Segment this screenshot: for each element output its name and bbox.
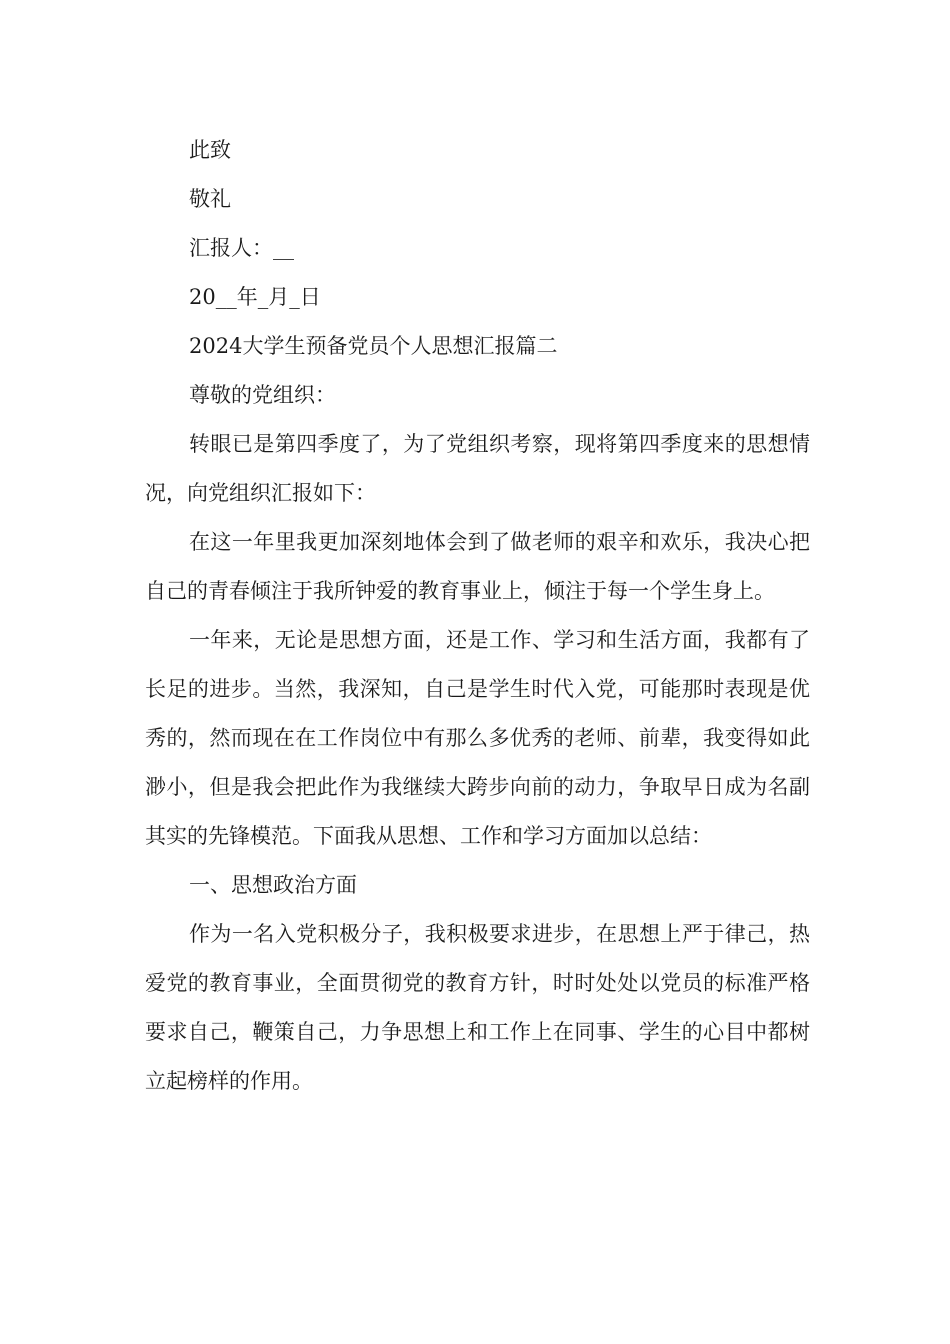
paragraph: 作为一名入党积极分子，我积极要求进步，在思想上严于律己，热爱党的教育事业，全面贯彻党的教育方针，时时处处以党员的标准严格要求自己，鞭策自己，力争思想上和工作上在同事、学生的心目中都树立起榜样的作用。 <box>145 922 810 1093</box>
paragraph: 转眼已是第四季度了，为了党组织考察，现将第四季度来的思想情况，向党组织汇报如下： <box>145 432 810 505</box>
reporter-line: 汇报人：__ <box>189 236 294 260</box>
closing-salutation-1: 此致 <box>189 138 231 162</box>
document-body <box>145 126 810 1106</box>
paragraph: 在这一年里我更加深刻地体会到了做老师的艰辛和欢乐，我决心把自己的青春倾注于我所钟爱的教育事业上，倾注于每一个学生身上。 <box>145 530 810 603</box>
section-title: 2024大学生预备党员个人思想汇报篇二 <box>189 334 558 358</box>
greeting: 尊敬的党组织： <box>189 383 336 407</box>
date-line: 20__年_月_日 <box>189 285 321 309</box>
closing-salutation-2: 敬礼 <box>189 187 231 211</box>
paragraph: 一年来，无论是思想方面，还是工作、学习和生活方面，我都有了长足的进步。当然，我深知，自己是学生时代入党，可能那时表现是优秀的，然而现在在工作岗位中有那么多优秀的老师、前辈，我变得如此渺小，但是我会把此作为我继续大跨步向前的动力，争取早日成为名副其实的先锋模范。下面我从思想、工作和学习方面加以总结： <box>145 628 810 848</box>
subheading: 一、思想政治方面 <box>189 873 357 897</box>
